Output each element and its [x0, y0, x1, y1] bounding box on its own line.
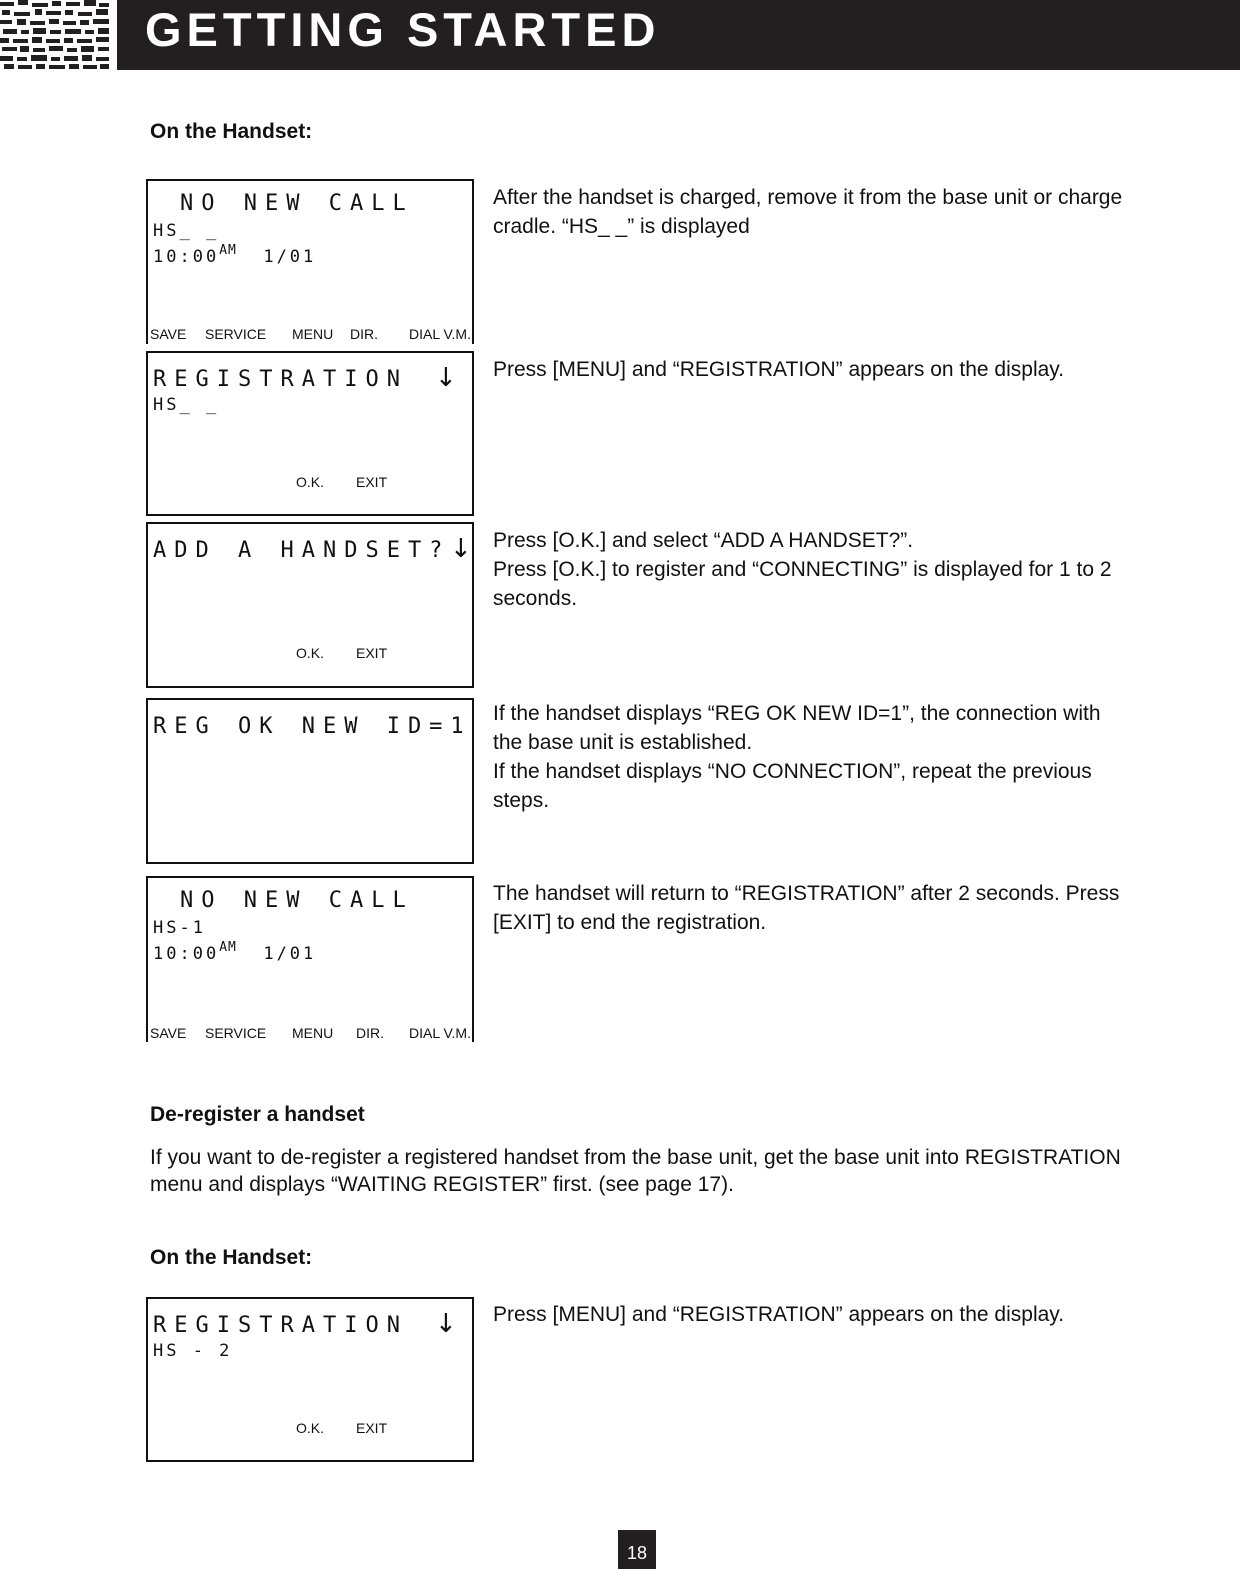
section-heading-deregister: De-register a handset — [150, 1103, 365, 1126]
page-number: 18 — [618, 1530, 656, 1569]
deregister-paragraph: If you want to de-register a registered handset from the base unit, get the base unit into REGISTRATION menu and displays “WAITING REGISTER” first. (see page 17). — [150, 1146, 1121, 1196]
lcd-line-1: NO NEW CALL — [180, 888, 414, 913]
lcd-screen-registration — [146, 351, 474, 516]
lcd-screen-reg-ok — [146, 698, 474, 864]
softkey-dir: DIR. — [356, 1025, 384, 1041]
step-1-text — [493, 183, 1133, 241]
softkey-dial-vm: DIAL V.M. — [409, 326, 471, 342]
lcd-line-2: HS-1 — [153, 918, 206, 938]
lcd-line-1: REGISTRATION — [153, 367, 408, 392]
lcd-screen-add-handset — [146, 522, 474, 688]
lcd-time: 10:00 — [153, 247, 220, 267]
header-bar — [117, 0, 1240, 70]
lcd-screen-no-new-call-hs1 — [146, 876, 474, 1042]
softkey-exit: EXIT — [356, 474, 388, 490]
lcd-line-1: NO NEW CALL — [180, 191, 414, 216]
lcd-line-2: HS_ _ — [153, 221, 220, 241]
softkey-ok: O.K. — [296, 1420, 325, 1436]
lcd-time-line — [153, 243, 317, 267]
page-title: GETTING STARTED — [145, 3, 661, 56]
softkey-service: SERVICE — [205, 1025, 267, 1041]
step-4-line-1: If the handset displays “REG OK NEW ID=1”, the connection with the base unit is established. — [493, 702, 1101, 754]
step-2-text — [493, 355, 1133, 384]
header-decorative-pattern — [0, 0, 110, 70]
softkey-service: SERVICE — [205, 326, 267, 342]
step-3-line-1: Press [O.K.] and select “ADD A HANDSET?”. — [493, 529, 914, 552]
lcd-date: 1/01 — [263, 247, 317, 267]
step-4-line-2: If the handset displays “NO CONNECTION”, repeat the previous steps. — [493, 760, 1092, 812]
softkey-dial-vm: DIAL V.M. — [409, 1025, 471, 1041]
softkey-save: SAVE — [150, 1025, 187, 1041]
lcd-ampm: AM — [219, 243, 237, 258]
step-6-line: Press [MENU] and “REGISTRATION” appears on the display. — [493, 1303, 1065, 1326]
step-5-text — [493, 879, 1133, 937]
lcd-screen-no-new-call — [146, 179, 474, 344]
lcd-time: 10:00 — [153, 944, 220, 964]
lcd-line-1: ADD A HANDSET? — [153, 538, 451, 563]
softkey-menu: MENU — [292, 326, 334, 342]
softkey-ok: O.K. — [296, 474, 325, 490]
lcd-date: 1/01 — [263, 944, 317, 964]
step-6-text — [493, 1300, 1133, 1329]
down-arrow-icon: ↓ — [435, 1309, 457, 1339]
down-arrow-icon: ↓ — [435, 363, 457, 393]
step-4-text — [493, 699, 1133, 815]
softkey-exit: EXIT — [356, 645, 388, 661]
step-5-line: The handset will return to “REGISTRATION” after 2 seconds. Press [EXIT] to end the registration. — [493, 882, 1120, 934]
step-3-text — [493, 526, 1133, 613]
step-1-line: After the handset is charged, remove it from the base unit or charge cradle. “HS_ _” is displayed — [493, 186, 1123, 238]
section-heading-handset: On the Handset: — [150, 120, 313, 143]
lcd-screen-registration-hs2 — [146, 1297, 474, 1462]
softkey-menu: MENU — [292, 1025, 334, 1041]
softkey-ok: O.K. — [296, 645, 325, 661]
softkey-dir: DIR. — [350, 326, 378, 342]
lcd-line-1: REG OK NEW ID=1 — [153, 714, 472, 739]
section-heading-handset-2: On the Handset: — [150, 1246, 313, 1269]
down-arrow-icon: ↓ — [450, 534, 472, 564]
step-3-line-2: Press [O.K.] to register and “CONNECTING” is displayed for 1 to 2 seconds. — [493, 558, 1112, 610]
softkey-save: SAVE — [150, 326, 187, 342]
softkey-exit: EXIT — [356, 1420, 388, 1436]
lcd-ampm: AM — [219, 940, 237, 955]
lcd-line-2: HS - 2 — [153, 1341, 233, 1361]
lcd-line-2: HS_ _ — [153, 395, 220, 415]
lcd-line-1: REGISTRATION — [153, 1313, 408, 1338]
lcd-time-line — [153, 940, 317, 964]
step-2-line: Press [MENU] and “REGISTRATION” appears on the display. — [493, 358, 1065, 381]
